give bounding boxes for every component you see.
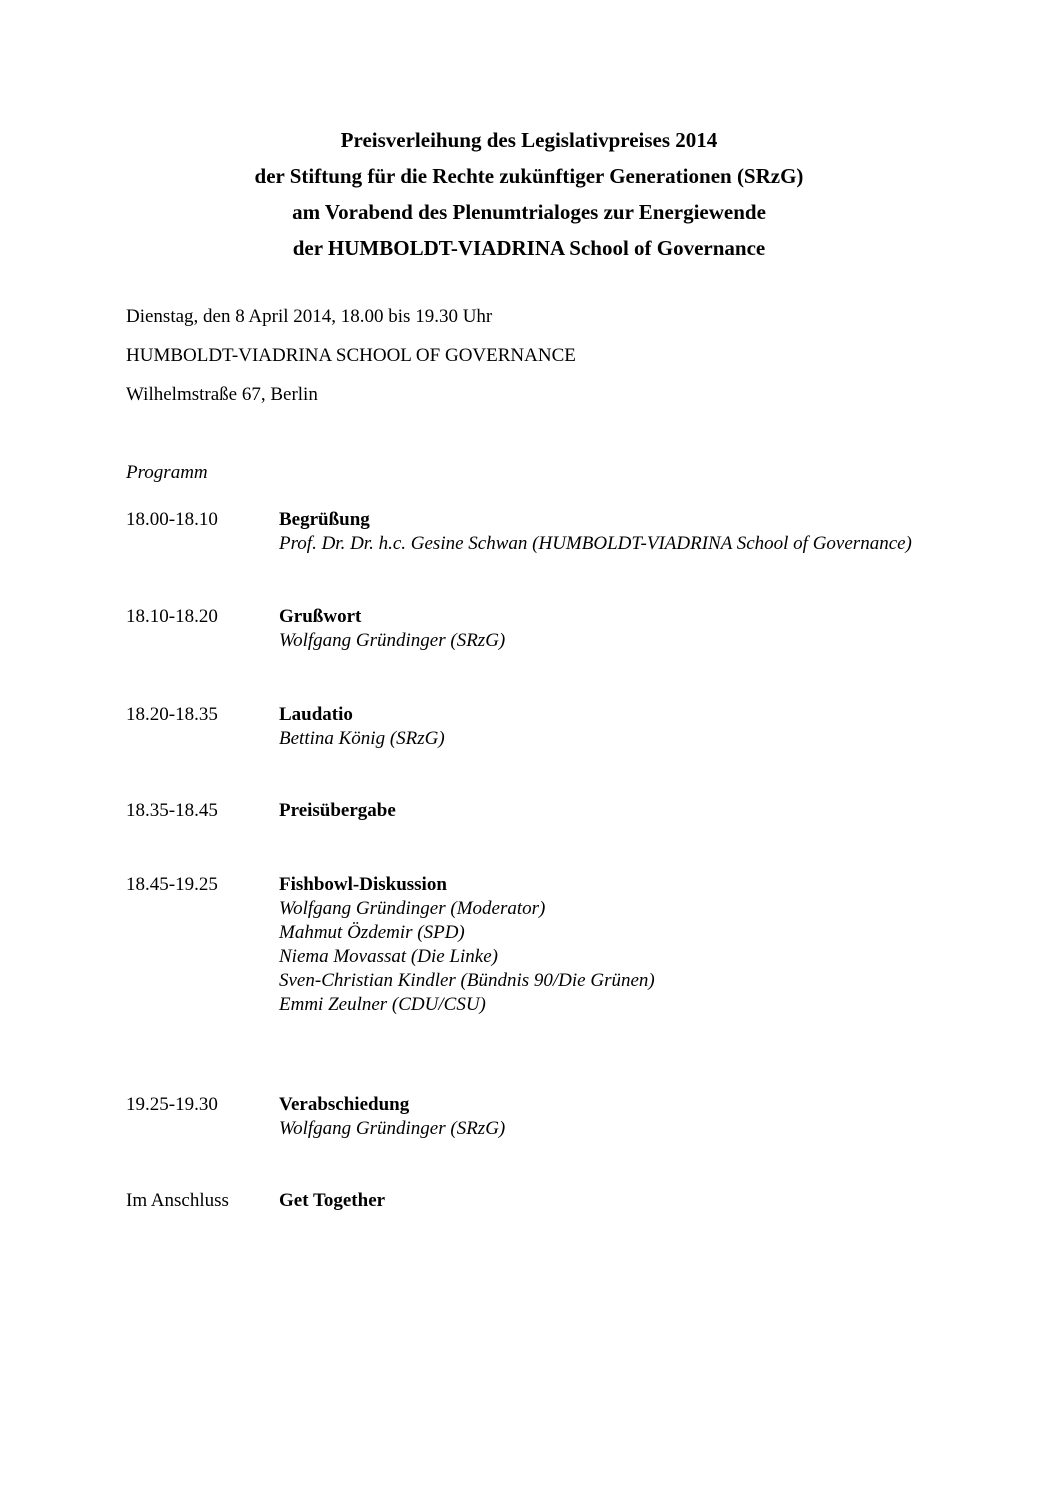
event-address: Wilhelmstraße 67, Berlin: [126, 384, 318, 405]
program-item-speaker: Emmi Zeulner (CDU/CSU): [279, 994, 486, 1015]
program-item-speaker: Wolfgang Gründinger (Moderator): [279, 898, 546, 919]
program-item-speaker: Prof. Dr. Dr. h.c. Gesine Schwan (HUMBOLDT-VIADRINA School of Governance): [279, 533, 912, 554]
event-date-time: Dienstag, den 8 April 2014, 18.00 bis 19.30 Uhr: [126, 306, 493, 327]
program-item-title: Laudatio: [279, 704, 353, 725]
program-label: Programm: [126, 462, 208, 483]
program-item-time: 18.10-18.20: [126, 606, 218, 627]
document-title: [0, 122, 1058, 266]
program-item-time: 18.45-19.25: [126, 874, 218, 895]
title-line: der HUMBOLDT-VIADRINA School of Governance: [292, 236, 766, 260]
program-item-title: Fishbowl-Diskussion: [279, 874, 447, 895]
program-item-speaker: Wolfgang Gründinger (SRzG): [279, 630, 506, 651]
event-venue: HUMBOLDT-VIADRINA SCHOOL OF GOVERNANCE: [126, 345, 576, 366]
program-item-time: 18.20-18.35: [126, 704, 218, 725]
program-item-speaker: Sven-Christian Kindler (Bündnis 90/Die Grünen): [279, 970, 655, 991]
program-item-speaker: Mahmut Özdemir (SPD): [279, 922, 465, 943]
title-line: Preisverleihung des Legislativpreises 2014: [340, 128, 718, 152]
program-item-title: Preisübergabe: [279, 800, 396, 821]
title-line: der Stiftung für die Rechte zukünftiger Generationen (SRzG): [254, 164, 804, 188]
program-item-title: Verabschiedung: [279, 1094, 410, 1115]
program-item-speaker: Niema Movassat (Die Linke): [279, 946, 498, 967]
program-item-time: 19.25-19.30: [126, 1094, 218, 1115]
program-item-title: Get Together: [279, 1190, 386, 1211]
program-item-title: Begrüßung: [279, 509, 370, 530]
program-item-speaker: Bettina König (SRzG): [279, 728, 445, 749]
program-item-time: 18.00-18.10: [126, 509, 218, 530]
program-item-time: 18.35-18.45: [126, 800, 218, 821]
program-item-time: Im Anschluss: [126, 1190, 229, 1211]
program-item-title: Grußwort: [279, 606, 362, 627]
program-item-speaker: Wolfgang Gründinger (SRzG): [279, 1118, 506, 1139]
title-line: am Vorabend des Plenumtrialoges zur Energiewende: [292, 200, 766, 224]
